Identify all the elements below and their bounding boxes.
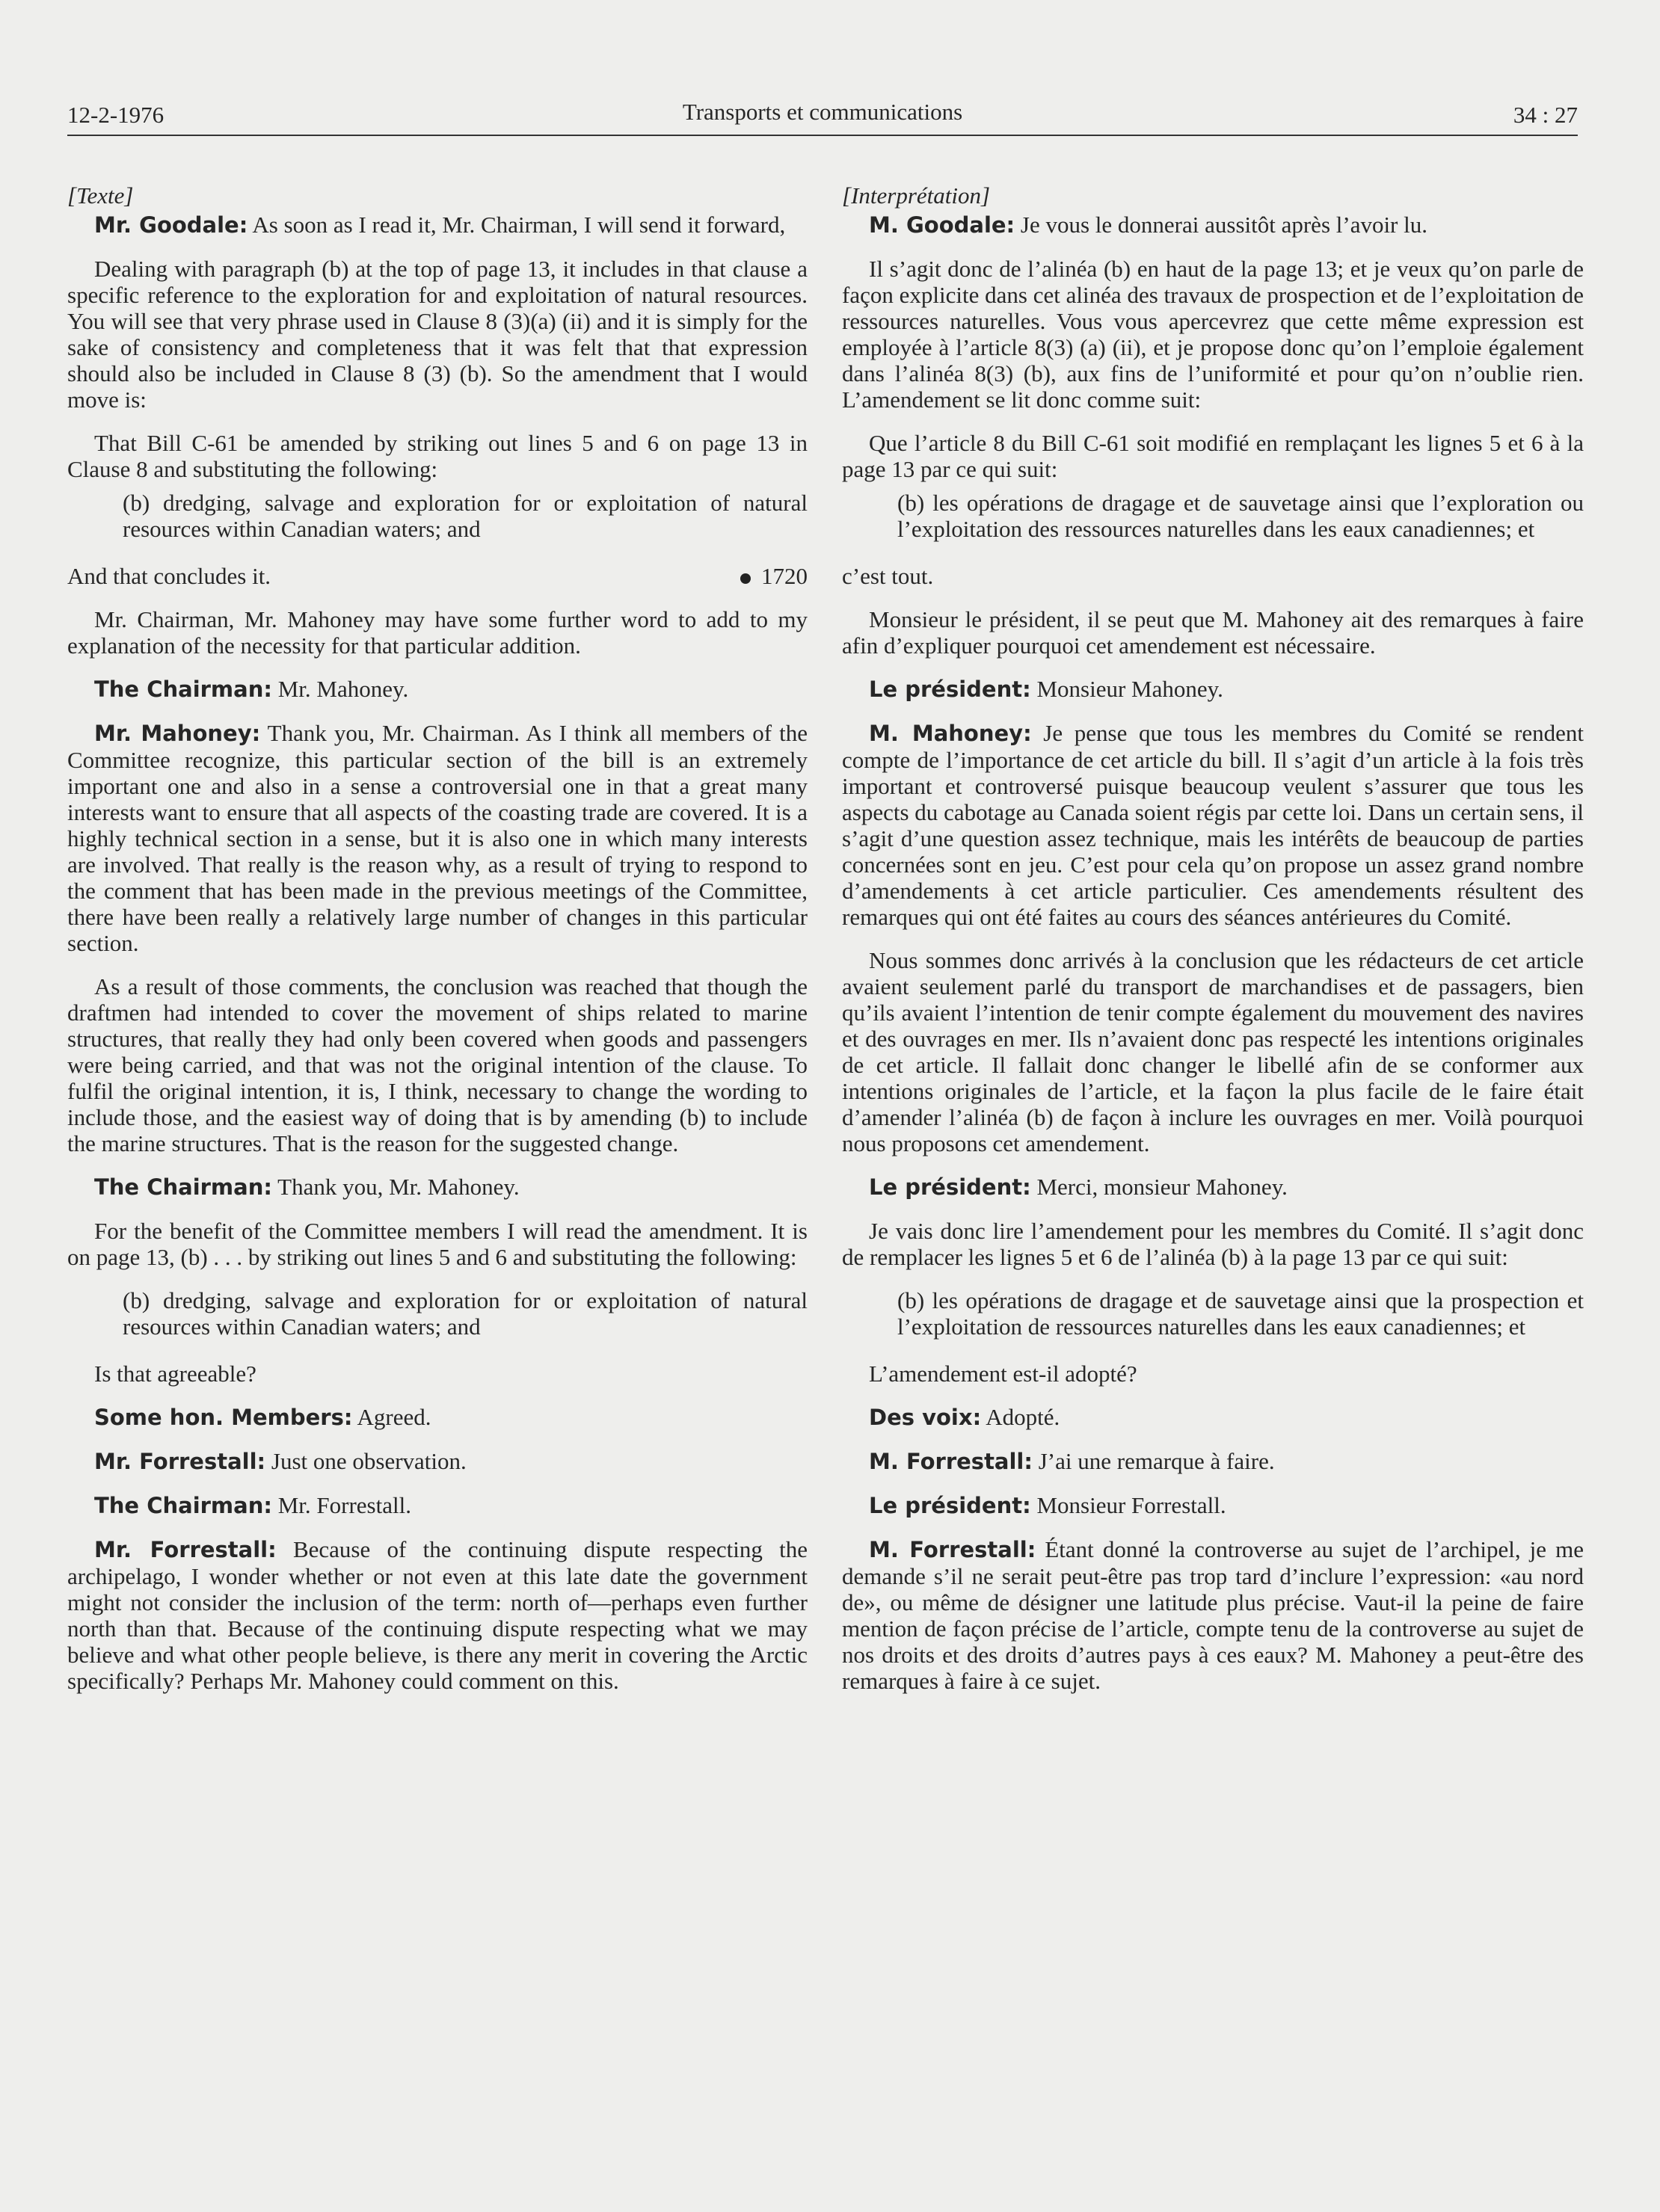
paragraph: [67, 1448, 808, 1475]
speaker-name: M. Mahoney:: [869, 721, 1032, 746]
paragraph: [67, 720, 808, 956]
english-column: [67, 182, 808, 1711]
paragraph: [67, 212, 808, 238]
paragraph: L’amendement est-il adopté?: [869, 1361, 1137, 1387]
speaker-name: The Chairman:: [94, 677, 272, 702]
speech-text: Mr. Mahoney.: [271, 676, 409, 702]
bullet-icon: [740, 573, 751, 584]
speaker-name: M. Goodale:: [869, 212, 1015, 238]
paragraph: Monsieur le président, il se peut que M. Mahoney ait des remarques à faire afin d’expliquer pourquoi cet amendement est nécessaire.: [842, 606, 1584, 659]
paragraph: Is that agreeable?: [94, 1361, 256, 1387]
paragraph: [67, 563, 808, 589]
language-tag: [Texte]: [67, 182, 134, 209]
paragraph: [67, 1404, 808, 1431]
header-title: Transports et communications: [682, 99, 963, 125]
paragraph: Mr. Chairman, Mr. Mahoney may have some further word to add to my explanation of the necessity for that particular addition.: [67, 606, 808, 659]
paragraph: [842, 676, 1584, 703]
speaker-name: Mr. Goodale:: [94, 212, 248, 238]
speech-text: Je pense que tous les membres du Comité se rendent compte de l’importance de cet article du bill. Il s’agit d’un article à la fois très important et controversé puisque beaucoup veulent s’assurer que tous les aspects du cabotage au Canada soient régis par cette loi. Dans un certain sens, il s’agit d’une question assez technique, mais les intérêts de beaucoup de parties concernées sont en jeu. C’est pour cela qu’on propose un assez grand nombre d’amendements à cet article particulier. Ces amendements résultent des remarques qui ont été faites au cours des séances antérieures du Comité.: [842, 720, 1584, 930]
speech-text: Je vous le donnerai aussitôt après l’avoir lu.: [1015, 212, 1427, 238]
speech-text: Merci, monsieur Mahoney.: [1030, 1174, 1288, 1200]
speech-text: J’ai une remarque à faire.: [1032, 1448, 1275, 1474]
paragraph: [67, 676, 808, 703]
amendment-item: (b) dredging, salvage and exploration for or exploitation of natural resources within Canadian waters; and: [123, 490, 808, 542]
speech-text: Agreed.: [352, 1404, 431, 1430]
header-page-number: 34 : 27: [1513, 102, 1578, 128]
speaker-name: Mr. Mahoney:: [94, 721, 261, 746]
header-date: 12-2-1976: [67, 102, 165, 128]
speaker-name: Des voix:: [869, 1405, 982, 1430]
speaker-name: Some hon. Members:: [94, 1405, 353, 1430]
speech-text: As soon as I read it, Mr. Chairman, I will send it forward,: [248, 212, 786, 238]
time-stamp: 1720: [761, 563, 808, 589]
paragraph: [67, 1536, 808, 1694]
speech-text: And that concludes it.: [67, 563, 271, 589]
speech-text: Thank you, Mr. Chairman. As I think all members of the Committee recognize, this particular section of the bill is an extremely important one and also in a sense a controversial one in that a great many interests want to ensure that all aspects of the coasting trade are covered. It is a highly technical section in a sense, but it is also one in which many interests are involved. That really is the reason why, as a result of trying to respond to the comment that has been made in the previous meetings of the Committee, there have been really a relatively large number of changes in this particular section.: [67, 720, 808, 956]
language-tag: [Interprétation]: [842, 182, 991, 209]
speaker-name: M. Forrestall:: [869, 1449, 1033, 1474]
speech-text: Monsieur Forrestall.: [1030, 1492, 1226, 1518]
speech-text: Mr. Forrestall.: [271, 1492, 411, 1518]
paragraph: As a result of those comments, the conclusion was reached that though the draftmen had intended to cover the movement of ships related to marine structures, that really they had only been covered when goods and passengers were being carried, and that was not the original intention of the clause. To fulfil the original intention, it is, I think, necessary to change the wording to include those, and the easiest way of doing that is by amending (b) to include the marine structures. That is the reason for the suggested change.: [67, 973, 808, 1156]
speaker-name: The Chairman:: [94, 1174, 272, 1200]
speaker-name: The Chairman:: [94, 1493, 272, 1518]
paragraph: Il s’agit donc de l’alinéa (b) en haut de la page 13; et je veux qu’on parle de façon explicite dans cet alinéa des travaux de prospection et de l’exploitation de ressources naturelles. Vous vous apercevrez que cette même expression est employée à l’article 8(3) (a) (ii), et je propose donc qu’on l’emploie également dans l’alinéa 8(3) (b), aux fins de l’uniformité et pour qu’on n’oublie rien. L’amendement se lit donc comme suit:: [842, 256, 1584, 413]
speech-text: Étant donné la controverse au sujet de l’archipel, je me demande s’il ne serait peut-être pas trop tard d’inclure l’expression: «au nord de», ou même de désigner une latitude plus précise. Vaut-il la peine de faire mention de façon précise de l’article, compte tenu de la controverse au sujet de nos droits et des droits d’autres pays à ces eaux? M. Mahoney a peut-être des remarques à faire à ce sujet.: [842, 1536, 1584, 1694]
speaker-name: Le président:: [869, 1493, 1031, 1518]
paragraph: [842, 212, 1584, 238]
amendment-item: (b) dredging, salvage and exploration for or exploitation of natural resources within Canadian waters; and: [123, 1287, 808, 1340]
speech-text: Thank you, Mr. Mahoney.: [271, 1174, 520, 1200]
paragraph: Dealing with paragraph (b) at the top of page 13, it includes in that clause a specific reference to the exploration for and exploitation of natural resources. You will see that very phrase used in Clause 8 (3)(a) (ii) and it is simply for the sake of consistency and completeness that it was felt that that expression should also be included in Clause 8 (3) (b). So the amendment that I would move is:: [67, 256, 808, 413]
paragraph: Je vais donc lire l’amendement pour les membres du Comité. Il s’agit donc de remplacer les lignes 5 et 6 de l’alinéa (b) à la page 13 par ce qui suit:: [842, 1218, 1584, 1270]
french-column: [842, 182, 1584, 1711]
motion-text: That Bill C-61 be amended by striking out lines 5 and 6 on page 13 in Clause 8 and substituting the following:: [67, 430, 808, 482]
paragraph: c’est tout.: [842, 563, 934, 589]
paragraph: [842, 1448, 1584, 1475]
speech-text: Monsieur Mahoney.: [1030, 676, 1223, 702]
paragraph: [842, 1492, 1584, 1519]
paragraph: [842, 720, 1584, 930]
paragraph: Nous sommes donc arrivés à la conclusion que les rédacteurs de cet article avaient seulement parlé du transport de marchandises et de passagers, bien qu’ils avaient l’intention de tenir compte également du mouvement des navires et des ouvrages en mer. Ils n’avaient donc pas respecté les intentions originales de cet article. Il fallait donc changer le libellé afin de se conformer aux intentions originales de l’article, et la façon la plus facile de le faire était d’amender l’alinéa (b) de façon à inclure les ouvrages en mer. Voilà pourquoi nous proposons cet amendement.: [842, 947, 1584, 1156]
paragraph: [842, 1536, 1584, 1694]
paragraph: [842, 1404, 1584, 1431]
paragraph: [67, 1492, 808, 1519]
speaker-name: Mr. Forrestall:: [94, 1537, 277, 1562]
speaker-name: Le président:: [869, 1174, 1031, 1200]
amendment-item: (b) les opérations de dragage et de sauvetage ainsi que la prospection et l’exploitation de ressources naturelles dans les eaux canadiennes; et: [897, 1287, 1584, 1340]
speech-text: Adopté.: [981, 1404, 1060, 1430]
speech-text: Just one observation.: [265, 1448, 467, 1474]
paragraph: [67, 1174, 808, 1201]
speech-text: Because of the continuing dispute respecting the archipelago, I wonder whether or not even at this late date the government might not consider the inclusion of the term: north of—perhaps even further north than that. Because of the continuing dispute respecting what we may believe and what other people believe, is there any merit in covering the Arctic specifically? Perhaps Mr. Mahoney could comment on this.: [67, 1536, 808, 1694]
speaker-name: Mr. Forrestall:: [94, 1449, 266, 1474]
speaker-name: Le président:: [869, 677, 1031, 702]
amendment-item: (b) les opérations de dragage et de sauvetage ainsi que l’exploration ou l’exploitation des ressources naturelles dans les eaux canadiennes; et: [897, 490, 1584, 542]
motion-text: Que l’article 8 du Bill C-61 soit modifié en remplaçant les lignes 5 et 6 à la page 13 par ce qui suit:: [842, 430, 1584, 482]
paragraph: For the benefit of the Committee members I will read the amendment. It is on page 13, (b) . . . by striking out lines 5 and 6 and substituting the following:: [67, 1218, 808, 1270]
speaker-name: M. Forrestall:: [869, 1537, 1036, 1562]
paragraph: [842, 1174, 1584, 1201]
time-marker: [740, 563, 808, 589]
page-header: [67, 96, 1578, 136]
